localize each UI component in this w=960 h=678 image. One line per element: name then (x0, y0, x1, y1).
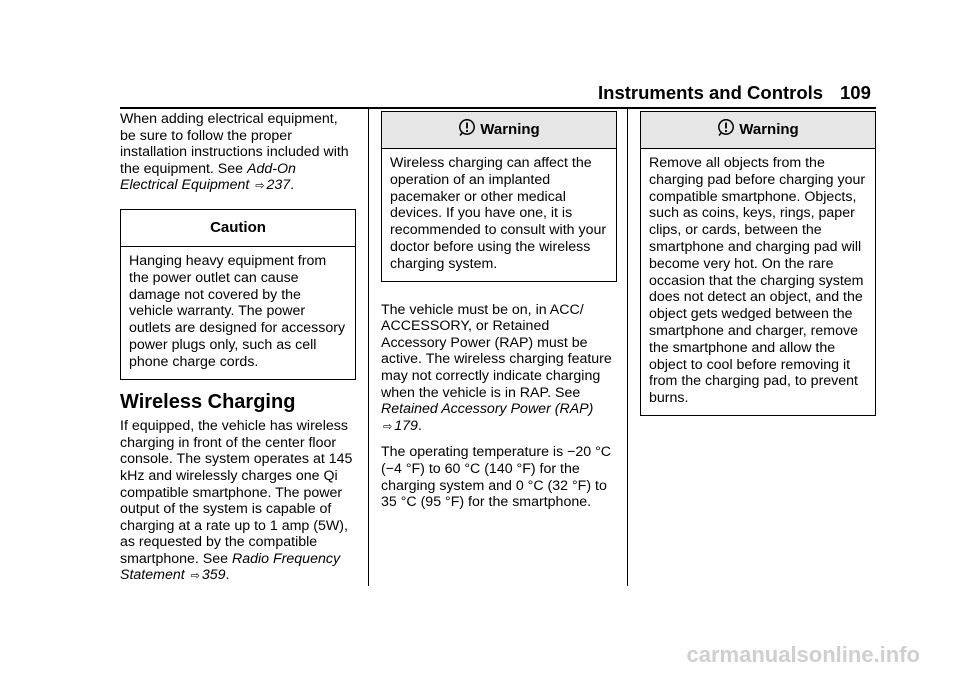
temperature-paragraph: The operating temperature is −20 °C (−4 °F) to 60 °C (140 °F) for the charging system and 0 °C (32 °F) to 35 °C (95 °F) for the smartphone. (381, 444, 612, 511)
warning-title: Warning (480, 121, 540, 138)
xref-arrow-icon: ⇨ (383, 420, 393, 433)
xref-link[interactable]: Radio Frequency Statement (120, 550, 341, 584)
column-2 (381, 111, 617, 520)
warning-icon (458, 114, 476, 150)
header-rule (120, 107, 876, 109)
xref-link[interactable]: Retained Accessory Power (RAP) (381, 401, 594, 418)
caution-text: Hanging heavy equipment from the power outlet can cause damage not covered by the vehicle warranty. The power outlets are designed for accessory power plugs only, such as cell phone charge cords. (129, 252, 346, 370)
xref-page[interactable]: 179 (394, 417, 418, 434)
warning-header (382, 112, 616, 149)
caution-box (120, 209, 356, 380)
warning-text: Remove all objects from the charging pad before charging your compatible smartphone. Objects, such as coins, keys, rings, paper clips, or cards, between the smartphone and charging pad will become very hot. On the rare occasion that the charging system does not detect an object, and the object gets wedged between the smartphone and charger, remove the smartphone and allow the object to cool before removing it from the charging pad, to prevent burns. (649, 155, 866, 407)
body-paragraph: The vehicle must be on, in ACC/ ACCESSORY, or Retained Accessory Power (RAP) must be active. The wireless charging feature may not correctly indicate charging when the vehicle is in RAP. See Retained Accessory Power (RAP) ⇨ 179. (381, 301, 612, 434)
body-paragraph: If equipped, the vehicle has wireless charging in front of the center floor console. The system operates at 145 kHz and wirelessly charges one Qi compatible smartphone. The power output of the system is capable of charging at a rate up to 1 amp (5W), as requested by the compatible smartphone. See Radio Frequency Statement ⇨ 359. (120, 418, 353, 584)
xref-link[interactable]: Add-On Electrical Equipment (120, 160, 296, 194)
xref-arrow-icon: ⇨ (190, 570, 200, 583)
column-1 (120, 111, 356, 594)
warning-text: Wireless charging can affect the operation of an implanted pacemaker or other medical devices. If you have one, it is recommended to consult with your doctor before using the wireless charging system. (390, 155, 607, 272)
column-divider (627, 108, 628, 586)
warning-box (640, 111, 876, 416)
page-section-title: Instruments and Controls (598, 82, 824, 103)
warning-header (641, 112, 875, 149)
column-divider (368, 108, 369, 586)
intro-paragraph: When adding electrical equipment, be sure to follow the proper installation instructions included with the equipment. See Add-On Electrical Equipment ⇨ 237. (120, 111, 349, 194)
warning-icon (717, 114, 735, 150)
xref-page[interactable]: 359 (201, 567, 226, 584)
xref-page[interactable]: 237 (266, 177, 291, 194)
warning-box (381, 111, 617, 282)
xref-arrow-icon: ⇨ (255, 180, 265, 193)
caution-title: Caution (121, 210, 355, 247)
column-3 (640, 111, 876, 430)
warning-title: Warning (739, 121, 799, 138)
watermark: carmanualsonline.info (686, 642, 920, 667)
page-number: 109 (840, 82, 871, 103)
section-heading: Wireless Charging (120, 390, 296, 413)
